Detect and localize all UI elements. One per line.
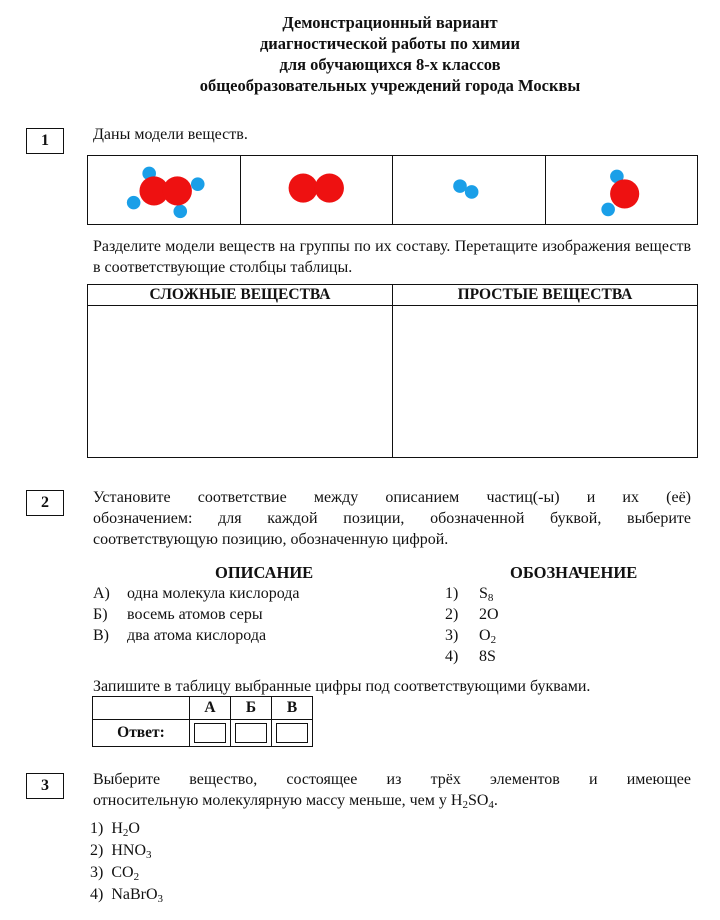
- notation-key: 3): [445, 627, 459, 644]
- answer-column-a: А: [190, 697, 231, 720]
- option-subscript: 3: [146, 849, 152, 861]
- answer-table: [92, 696, 313, 747]
- option-formula: CO: [111, 864, 134, 881]
- notation-key: 4): [445, 648, 459, 665]
- sorting-table: [87, 284, 698, 458]
- description-item: [93, 625, 266, 646]
- notation-header: ОБОЗНАЧЕНИЕ: [510, 563, 638, 582]
- title-line: Демонстрационный вариант: [282, 13, 498, 32]
- description-text: два атома кислорода: [127, 627, 267, 644]
- answer-option-4[interactable]: [90, 884, 163, 905]
- q2-instruction: [93, 487, 691, 550]
- option-formula: NaBrO: [111, 886, 158, 903]
- description-header: ОПИСАНИЕ: [215, 563, 314, 582]
- molecule-model-1[interactable]: [88, 156, 241, 224]
- question-number-3: 3: [26, 773, 64, 799]
- answer-cell-a: [190, 720, 231, 747]
- option-formula: HNO: [111, 842, 146, 859]
- q2-instruction-line: соответствующую позицию, обозначенную цифрой.: [93, 531, 449, 548]
- formula-subscript: 2: [462, 799, 468, 811]
- answer-label: Ответ:: [93, 720, 190, 747]
- answer-column-b: Б: [231, 697, 272, 720]
- notation-item: [445, 625, 496, 646]
- title-line: общеобразовательных учреждений города Москвы: [199, 76, 581, 95]
- option-formula: H: [111, 820, 123, 837]
- page-title: [0, 12, 720, 96]
- molecule-model-2[interactable]: [241, 156, 394, 224]
- notation-formula: S: [479, 585, 488, 602]
- description-item: [93, 583, 299, 604]
- option-subscript: 3: [157, 893, 164, 905]
- q2-instruction-line: Установите соответствие между описанием частиц(-ы) и их (её): [93, 489, 691, 506]
- q3-instruction-text: относительную молекулярную массу меньше, чем у H: [93, 792, 463, 809]
- answer-table-corner: [93, 697, 190, 720]
- option-key: 3): [90, 864, 104, 881]
- answer-table-prompt: Запишите в таблицу выбранные цифры под соответствующими буквами.: [93, 678, 591, 695]
- notation-item: [445, 583, 493, 604]
- notation-item: [445, 604, 499, 625]
- option-formula-end: O: [128, 820, 140, 837]
- question-number-1: 1: [26, 128, 64, 154]
- description-key: А): [93, 585, 110, 602]
- notation-subscript: 8: [487, 592, 494, 604]
- answer-cell-b: [231, 720, 272, 747]
- q1-intro: Даны модели веществ.: [93, 126, 248, 143]
- title-line: диагностической работы по химии: [259, 34, 521, 53]
- option-key: 1): [90, 820, 104, 837]
- column-header: ПРОСТЫЕ ВЕЩЕСТВА: [393, 285, 697, 306]
- q2-instruction-line: обозначением: для каждой позиции, обозначенной буквой, выберите: [93, 510, 691, 527]
- question-number-2: 2: [26, 490, 64, 516]
- answer-option-1[interactable]: [90, 818, 140, 839]
- option-key: 2): [90, 842, 104, 859]
- notation-item: [445, 646, 496, 667]
- q1-instruction: Разделите модели веществ на группы по их составу. Перетащите изображения веществ в соответствующие столбцы таблицы.: [93, 238, 691, 276]
- description-key: В): [93, 627, 109, 644]
- option-key: 4): [90, 886, 104, 903]
- column-header: СЛОЖНЫЕ ВЕЩЕСТВА: [88, 285, 392, 306]
- title-line: для обучающихся 8-х классов: [279, 55, 501, 74]
- answer-input-a[interactable]: [194, 723, 226, 743]
- notation-formula: 8S: [479, 648, 496, 665]
- description-text: одна молекула кислорода: [127, 585, 300, 602]
- description-key: Б): [93, 606, 108, 623]
- answer-cell-v: [272, 720, 313, 747]
- answer-option-2[interactable]: [90, 840, 152, 861]
- formula-part: SO: [467, 792, 489, 809]
- q3-instruction-line: Выберите вещество, состоящее из трёх элементов и имеющее: [93, 771, 691, 788]
- option-subscript: 2: [122, 827, 129, 839]
- description-item: [93, 604, 263, 625]
- answer-column-v: В: [272, 697, 313, 720]
- option-subscript: 2: [133, 871, 140, 883]
- notation-key: 2): [445, 606, 459, 623]
- answer-input-v[interactable]: [276, 723, 308, 743]
- q3-instruction: [93, 769, 691, 811]
- answer-option-3[interactable]: [90, 862, 139, 883]
- notation-formula: O: [479, 627, 491, 644]
- notation-subscript: 2: [490, 634, 497, 646]
- formula-subscript: 4: [488, 799, 494, 811]
- notation-formula: 2O: [479, 606, 499, 623]
- q3-instruction-line: [93, 790, 691, 811]
- notation-key: 1): [445, 585, 459, 602]
- molecule-model-3[interactable]: [393, 156, 546, 224]
- molecule-model-4[interactable]: [546, 156, 698, 224]
- description-text: восемь атомов серы: [127, 606, 263, 623]
- punctuation: .: [493, 792, 498, 809]
- column-simple-substances: [393, 285, 697, 457]
- drop-zone-complex[interactable]: [88, 306, 392, 457]
- molecule-models-row: [87, 155, 698, 225]
- drop-zone-simple[interactable]: [393, 306, 697, 457]
- answer-input-b[interactable]: [235, 723, 267, 743]
- column-complex-substances: [88, 285, 393, 457]
